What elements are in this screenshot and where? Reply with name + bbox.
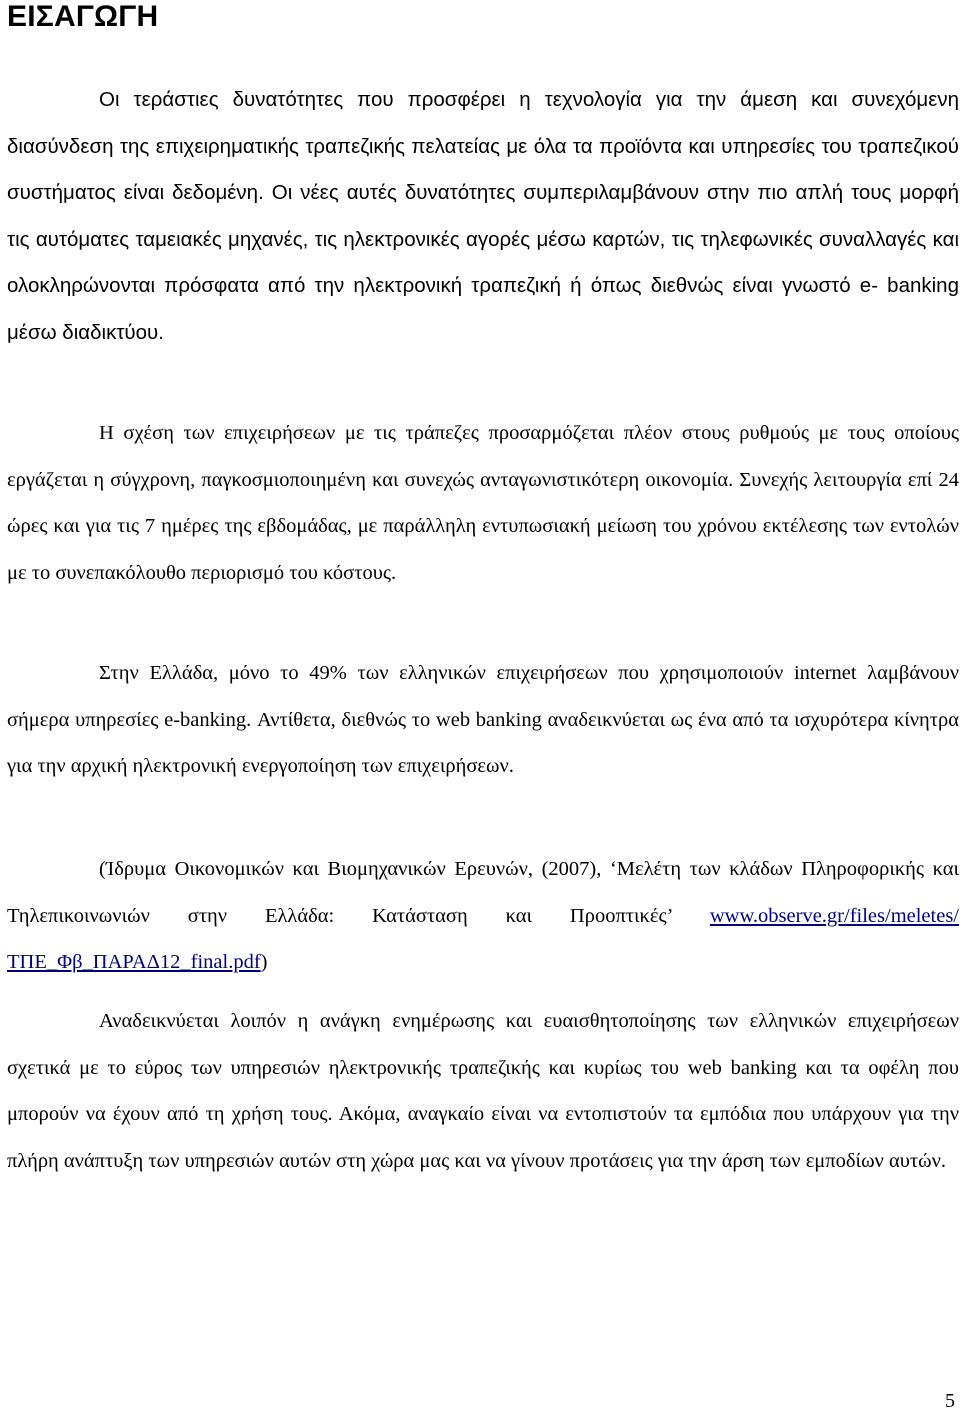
intro-paragraph-1: Οι τεράστιες δυνατότητες που προσφέρει η τεχνολογία για την άμεση και συνεχόμενη διασύνδεση της επιχειρηματικής τραπεζικής πελατείας με όλα τα προϊόντα και υπηρεσίες του τραπεζικού συστήματος είναι δεδομένη. Οι νέες αυτές δυνατότητες συμπεριλαμβάνουν στην πιο απλή τους μορφή τις αυτόματες ταμειακές μηχανές, τις ηλεκτρονικές αγορές μέσω καρτών, τις τηλεφωνικές συναλλαγές και ολοκληρώνονται πρόσφατα από την ηλεκτρονική τραπεζική ή όπως διεθνώς είναι γνωστό e- banking μέσω διαδικτύου. — [7, 88, 959, 344]
citation-link[interactable]: www.observe.gr/files/meletes/ΤΠΕ_Φβ_ΠΑΡΑΔ12_final.pdf — [7, 904, 959, 974]
page-number: 5 — [945, 1390, 955, 1412]
intro-paragraph-5: Αναδεικνύεται λοιπόν η ανάγκη ενημέρωσης και ευαισθητοποίησης των ελληνικών επιχειρήσεων σχετικά με το εύρος των υπηρεσιών ηλεκτρονικής τραπεζικής και κυρίως του web banking και τα οφέλη που μπορούν να έχουν από τη χρήση τους. Ακόμα, αναγκαίο είναι να εντοπιστούν τα εμπόδια που υπάρχουν για την πλήρη ανάπτυξη των υπηρεσιών αυτών στη χώρα μας και να γίνουν προτάσεις για την άρση των εμποδίων αυτών. — [7, 1010, 959, 1172]
citation-paragraph — [7, 846, 959, 986]
citation-text: (Ίδρυμα Οικονομικών και Βιομηχανικών Ερευνών, (2007), ‘Μελέτη των κλάδων Πληροφορικής και Τηλεπικοινωνιών στην Ελλάδα: Κατάσταση και Προοπτικές’ — [7, 858, 959, 927]
intro-paragraph-3: Στην Ελλάδα, μόνο το 49% των ελληνικών επιχειρήσεων που χρησιμοποιούν internet λαμβάνουν σήμερα υπηρεσίες e-banking. Αντίθετα, διεθνώς το web banking αναδεικνύεται ως ένα από τα ισχυρότερα κίνητρα για την αρχική ηλεκτρονική ενεργοποίηση των επιχειρήσεων. — [7, 662, 959, 778]
page-title: ΕΙΣΑΓΩΓΗ — [7, 0, 159, 33]
citation-close: ) — [260, 951, 268, 974]
intro-paragraph-2: Η σχέση των επιχειρήσεων με τις τράπεζες προσαρμόζεται πλέον στους ρυθμούς με τους οποίους εργάζεται η σύγχρονη, παγκοσμιοποιημένη και συνεχώς ανταγωνιστικότερη οικονομία. Συνεχής λειτουργία επί 24 ώρες και για τις 7 ημέρες της εβδομάδας, με παράλληλη εντυπωσιακή μείωση του χρόνου εκτέλεσης των εντολών με το συνεπακόλουθο περιορισμό του κόστους. — [7, 422, 959, 584]
